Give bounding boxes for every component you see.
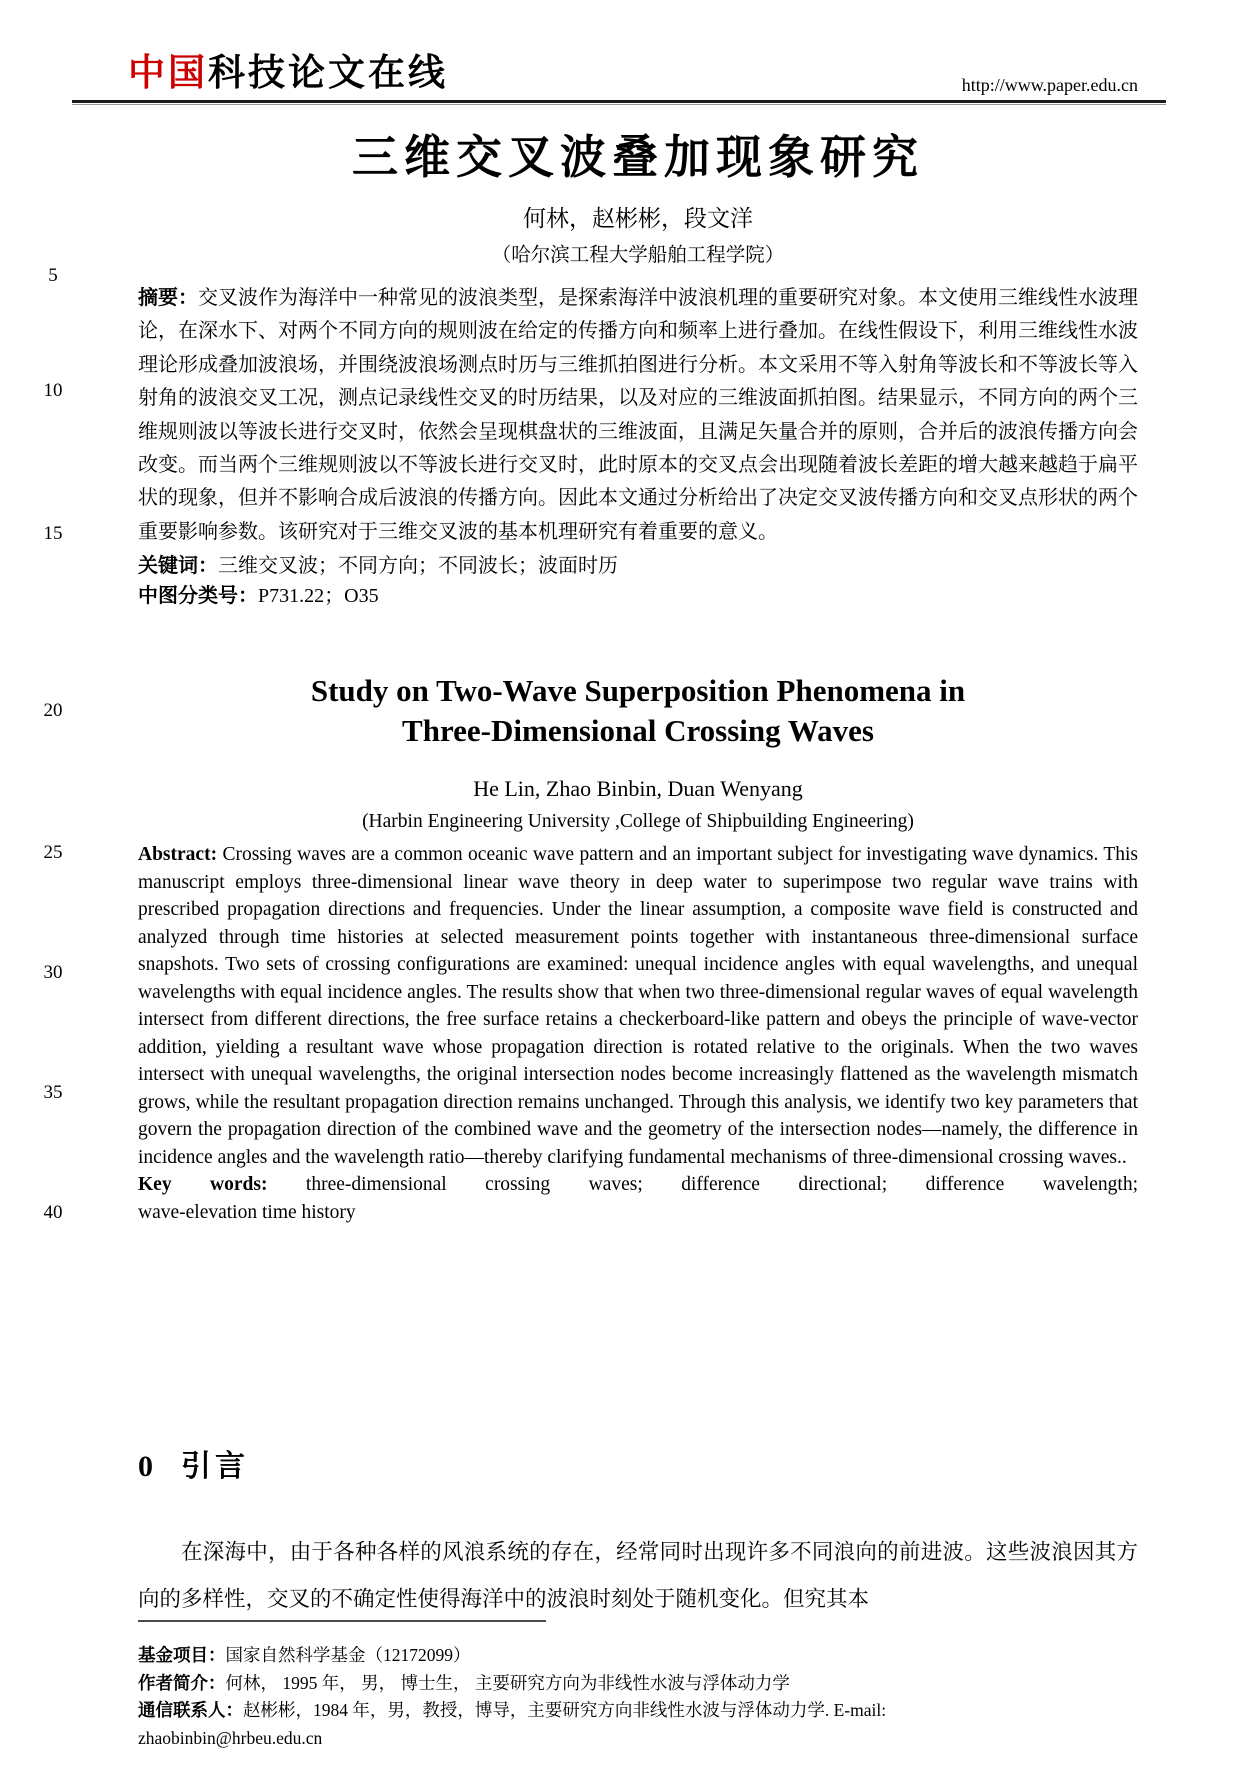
keywords-label-zh: 关键词： [138, 555, 218, 578]
header-rule [72, 100, 1166, 105]
abstract-text-zh: 交叉波作为海洋中一种常见的波浪类型，是探索海洋中波浪机理的重要研究对象。本文使用三维线性水波理论，在深水下、对两个不同方向的规则波在给定的传播方向和频率上进行叠加。在线性假设下，利用三维线性水波理论形成叠加波浪场，并围绕波浪场测点时历与三维抓拍图进行分析。本文采用不等入射角等波长和不等波长等入射角的波浪交叉工况，测点记录线性交叉的时历结果，以及对应的三维波面抓拍图。结果显示，不同方向的两个三维规则波以等波长进行交叉时，依然会呈现棋盘状的三维波面，且满足矢量合并的原则，合并后的波浪传播方向会改变。而当两个三维规则波以不等波长进行交叉时，此时原本的交叉点会出现随着波长差距的增大越来越趋于扁平状的现象，但并不影响合成后波浪的传播方向。因此本文通过分析给出了决定交叉波传播方向和交叉点形状的两个重要影响参数。该研究对于三维交叉波的基本机理研究有着重要的意义。 [138, 287, 1138, 543]
footnote-contact-label: 通信联系人： [138, 1700, 243, 1720]
section-number: 0 [138, 1450, 153, 1483]
line-number: 40 [43, 1202, 63, 1223]
abstract-text-en: Crossing waves are a common oceanic wave pattern and an important subject for investigating wave dynamics. This manuscript employs three-dimensional linear wave theory in deep water to superimpose two regular wave trains with prescribed propagation directions and frequencies. Under the linear assumption, a composite wave field is constructed and analyzed through time histories at selected measurement points together with instantaneous three-dimensional surface snapshots. Two sets of crossing configurations are examined: unequal incidence angles with equal wavelengths, and unequal wavelengths with equal incidence angles. The results show that when two three-dimensional regular waves of equal wavelength intersect from different directions, the free surface retains a checkerboard-like pattern and obeys the principle of wave-vector addition, yielding a resultant wave whose propagation direction is rotated relative to the originals. When the two waves intersect with unequal wavelengths, the original intersection nodes become increasingly flattened as the wavelength mismatch grows, while the resultant propagation direction remains unchanged. Through this analysis, we identify two key parameters that govern the propagation direction of the combined wave and the geometry of the intersection nodes—namely, the difference in incidence angles and the wavelength ratio—thereby clarifying fundamental mechanisms of three-dimensional crossing waves.. [138, 844, 1139, 1168]
keywords-en-line1 [138, 1171, 1138, 1199]
intro-paragraph: 在深海中，由于各种各样的风浪系统的存在，经常同时出现许多不同浪向的前进波。这些波浪因其方向的多样性，交叉的不确定性使得海洋中的波浪时刻处于随机变化。但究其本 [138, 1540, 1138, 1611]
footnote-rule [138, 1620, 546, 1622]
paper-title-en-line2: Three-Dimensional Crossing Waves [402, 713, 874, 749]
paper-title-zh: 三维交叉波叠加现象研究 [352, 131, 924, 183]
page-header [72, 46, 1166, 100]
footnote-fund [138, 1642, 1138, 1670]
line-number: 20 [43, 700, 63, 721]
line-number: 10 [43, 380, 63, 401]
footnote-contact [138, 1697, 1138, 1725]
footnote-fund-text: 国家自然科学基金（12172099） [225, 1645, 471, 1665]
site-logo [128, 42, 448, 96]
footnote-contact-text: 赵彬彬，1984 年，男，教授，博导，主要研究方向非线性水波与浮体动力学. E-mail: [243, 1700, 887, 1720]
clc-value: P731.22；O35 [258, 585, 379, 608]
footnote-bio-label: 作者简介： [138, 1672, 226, 1693]
site-logo-red: 中国 [128, 53, 208, 94]
footnote-bio-text: 何林， 1995 年， 男， 博士生， 主要研究方向为非线性水波与浮体动力学 [225, 1672, 790, 1693]
site-url: http://www.paper.edu.cn [961, 75, 1138, 95]
clc-line [138, 581, 1138, 611]
clc-label: 中图分类号： [138, 585, 258, 608]
authors-en: He Lin, Zhao Binbin, Duan Wenyang [473, 776, 803, 802]
footnotes [138, 1620, 1138, 1752]
footnote-bio [138, 1670, 1138, 1698]
line-number: 15 [43, 523, 63, 544]
intro-section [138, 1447, 1138, 1623]
section-title: 引言 [181, 1450, 249, 1483]
paper-title-en [138, 671, 1138, 751]
paper-title-en-line1: Study on Two-Wave Superposition Phenomena in [310, 673, 966, 709]
affiliation-en: (Harbin Engineering University ,College of Shipbuilding Engineering) [362, 811, 914, 833]
line-number: 5 [48, 265, 58, 286]
keywords-en-text1: three-dimensional crossing waves; difference directional; difference wavelength; [305, 1174, 1139, 1196]
affiliation-zh: （哈尔滨工程大学船舶工程学院） [491, 245, 785, 266]
abstract-zh [138, 282, 1138, 549]
keywords-text-zh: 三维交叉波；不同方向；不同波长；波面时历 [218, 555, 618, 578]
footnote-email: zhaobinbin@hrbeu.edu.cn [138, 1727, 323, 1748]
authors-zh: 何林，赵彬彬，段文洋 [523, 206, 753, 231]
section-heading [138, 1447, 1138, 1487]
line-number: 30 [43, 962, 63, 983]
footnote-fund-label: 基金项目： [138, 1645, 226, 1665]
abstract-en [138, 841, 1138, 1171]
keywords-zh [138, 551, 1138, 581]
abstract-label-en: Abstract: [138, 844, 218, 866]
line-number: 35 [43, 1082, 63, 1103]
line-number: 25 [43, 842, 63, 863]
keywords-label-en: Key words: [138, 1174, 268, 1196]
keywords-en-line2: wave-elevation time history [138, 1201, 356, 1223]
main-content [138, 112, 1138, 1226]
site-logo-text: 科技论文在线 [208, 53, 448, 94]
abstract-label-zh: 摘要： [138, 287, 198, 309]
